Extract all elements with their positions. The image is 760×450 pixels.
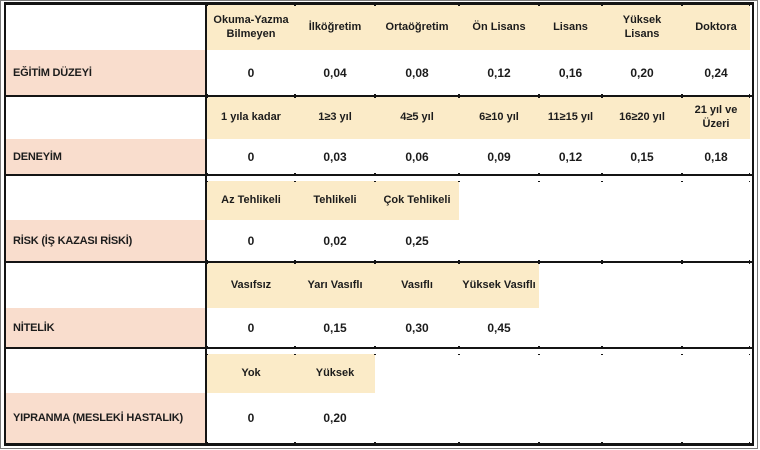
column-header-cell: İlköğretim <box>295 5 375 50</box>
section-egitim-duzeyi <box>6 5 752 97</box>
empty-cell <box>602 308 682 347</box>
value-cell: 0,18 <box>682 139 750 174</box>
column-header-cell: 6≥10 yıl <box>459 97 539 139</box>
empty-cell <box>539 354 602 393</box>
label-spacer-cell <box>6 349 207 393</box>
column-header-cell: 21 yıl ve Üzeri <box>682 97 750 139</box>
value-row <box>6 220 752 261</box>
column-header-cell: Tehlikeli <box>295 181 375 220</box>
column-header-cell: 16≥20 yıl <box>602 97 682 139</box>
section-deneyim <box>6 97 752 176</box>
value-cell: 0 <box>207 393 295 443</box>
value-row <box>6 50 752 95</box>
empty-cell <box>602 181 682 220</box>
label-spacer-cell <box>6 176 207 220</box>
value-cell: 0,30 <box>375 308 459 347</box>
column-header-cell: 1 yıla kadar <box>207 97 295 139</box>
column-header-cell: Vasıflı <box>375 263 459 308</box>
section-nitelik <box>6 263 752 349</box>
column-header-cell: 11≥15 yıl <box>539 97 602 139</box>
value-cell: 0,08 <box>375 50 459 95</box>
value-cell: 0 <box>207 139 295 174</box>
section-yipranma <box>6 349 752 443</box>
value-cell: 0,03 <box>295 139 375 174</box>
header-row <box>6 176 752 220</box>
column-header-cell: Vasıfsız <box>207 263 295 308</box>
row-label-cell: NİTELİK <box>6 308 207 347</box>
empty-cell <box>539 308 602 347</box>
empty-cell <box>682 263 750 308</box>
value-row <box>6 308 752 347</box>
value-cell: 0 <box>207 220 295 261</box>
row-label-cell: YIPRANMA (MESLEKİ HASTALIK) <box>6 393 207 443</box>
empty-cell <box>682 308 750 347</box>
empty-cell <box>459 220 539 261</box>
header-row <box>6 263 752 308</box>
value-cell: 0,24 <box>682 50 750 95</box>
empty-cell <box>682 354 750 393</box>
empty-cell <box>459 354 539 393</box>
empty-cell <box>682 181 750 220</box>
column-header-cell: Ortaöğretim <box>375 5 459 50</box>
column-header-cell: Doktora <box>682 5 750 50</box>
section-risk <box>6 176 752 263</box>
value-cell: 0,09 <box>459 139 539 174</box>
label-spacer-cell <box>6 5 207 50</box>
empty-cell <box>459 393 539 443</box>
value-cell: 0,15 <box>602 139 682 174</box>
value-cell: 0,20 <box>602 50 682 95</box>
criteria-table <box>4 2 754 446</box>
value-cell: 0,12 <box>539 139 602 174</box>
empty-cell <box>375 393 459 443</box>
column-header-cell: Az Tehlikeli <box>207 181 295 220</box>
empty-cell <box>539 393 602 443</box>
value-cell: 0,02 <box>295 220 375 261</box>
label-spacer-cell <box>6 97 207 139</box>
row-label-cell: DENEYİM <box>6 139 207 174</box>
empty-cell <box>539 220 602 261</box>
column-header-cell: Okuma-Yazma Bilmeyen <box>207 5 295 50</box>
column-header-cell: Lisans <box>539 5 602 50</box>
value-cell: 0,45 <box>459 308 539 347</box>
column-header-cell: Yarı Vasıflı <box>295 263 375 308</box>
header-row <box>6 349 752 393</box>
column-header-cell: Çok Tehlikeli <box>375 181 459 220</box>
empty-cell <box>539 181 602 220</box>
column-header-cell: Yok <box>207 354 295 393</box>
value-cell: 0,12 <box>459 50 539 95</box>
column-header-cell: 4≥5 yıl <box>375 97 459 139</box>
value-row <box>6 393 752 443</box>
value-cell: 0,16 <box>539 50 602 95</box>
empty-cell <box>602 263 682 308</box>
empty-cell <box>459 181 539 220</box>
column-header-cell: Yüksek <box>295 354 375 393</box>
empty-cell <box>682 220 750 261</box>
value-row <box>6 139 752 174</box>
label-spacer-cell <box>6 263 207 308</box>
empty-cell <box>602 220 682 261</box>
value-cell: 0 <box>207 308 295 347</box>
empty-cell <box>602 393 682 443</box>
value-cell: 0,04 <box>295 50 375 95</box>
value-cell: 0,20 <box>295 393 375 443</box>
row-label-cell: EĞİTİM DÜZEYİ <box>6 50 207 95</box>
column-header-cell: 1≥3 yıl <box>295 97 375 139</box>
empty-cell <box>375 354 459 393</box>
column-header-cell: Ön Lisans <box>459 5 539 50</box>
value-cell: 0 <box>207 50 295 95</box>
empty-cell <box>602 354 682 393</box>
value-cell: 0,15 <box>295 308 375 347</box>
header-row <box>6 5 752 50</box>
header-row <box>6 97 752 139</box>
row-label-cell: RİSK (İŞ KAZASI RİSKİ) <box>6 220 207 261</box>
value-cell: 0,25 <box>375 220 459 261</box>
empty-cell <box>539 263 602 308</box>
column-header-cell: Yüksek Vasıflı <box>459 263 539 308</box>
column-header-cell: Yüksek Lisans <box>602 5 682 50</box>
value-cell: 0,06 <box>375 139 459 174</box>
empty-cell <box>682 393 750 443</box>
